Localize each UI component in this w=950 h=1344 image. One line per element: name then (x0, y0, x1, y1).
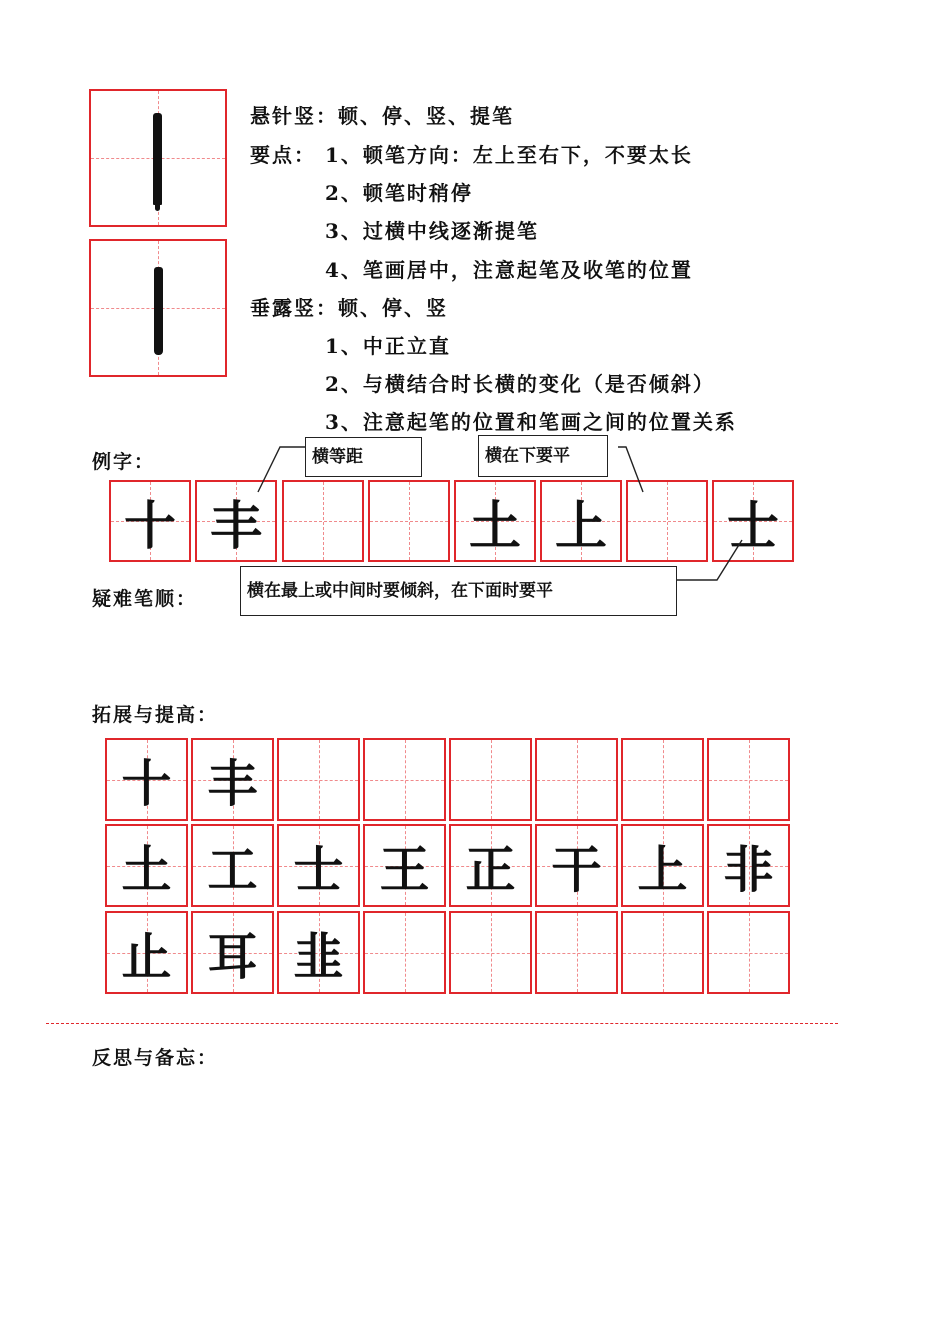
practice-cell-r1-c1-glyph: 十 (121, 753, 172, 813)
practice-cell-r1-c6 (535, 738, 618, 821)
practice-cell-r3-c1 (105, 911, 188, 994)
practice-cell-r1-c7 (621, 738, 704, 821)
practice-cell-r2-c2-glyph: 工 (207, 839, 258, 899)
practice-cell-r3-c7 (621, 911, 704, 994)
note-tilt-text: 横在最上或中间时要倾斜，在下面时要平 (247, 581, 553, 601)
chuilu-point-1: 1、中正立直 (325, 334, 451, 358)
dashed-divider (46, 1023, 838, 1024)
practice-cell-r2-c5 (449, 824, 532, 907)
practice-cell-r2-c7 (621, 824, 704, 907)
practice-cell-r1-c4 (363, 738, 446, 821)
practice-cell-r2-c4 (363, 824, 446, 907)
practice-cell-r1-c4-glyph (365, 740, 444, 819)
practice-cell-r2-c3 (277, 824, 360, 907)
practice-cell-r1-c5-glyph (451, 740, 530, 819)
practice-cell-r3-c3-glyph: 韭 (293, 926, 344, 986)
extension-label: 拓展与提高： (92, 704, 219, 726)
practice-cell-r1-c3-glyph (279, 740, 358, 819)
keypoints-label: 要点： (250, 143, 316, 167)
callout-line-bottom (618, 447, 643, 492)
example-cell-2-glyph: 丰 (209, 495, 262, 557)
practice-cell-r3-c3 (277, 911, 360, 994)
practice-cell-r1-c8-glyph (709, 740, 788, 819)
example-cell-6-glyph: 上 (554, 495, 607, 557)
chuilu-point-3: 3、注意起笔的位置和笔画之间的位置关系 (325, 410, 737, 434)
practice-cell-r3-c5 (449, 911, 532, 994)
practice-cell-r1-c8 (707, 738, 790, 821)
practice-cell-r2-c8 (707, 824, 790, 907)
practice-cell-r3-c2-glyph: 耳 (207, 926, 258, 986)
practice-cell-r2-c3-glyph: 士 (293, 839, 344, 899)
practice-cell-r3-c4-glyph (365, 913, 444, 992)
practice-cell-r2-c7-glyph: 上 (637, 839, 688, 899)
callout-line-tilt (677, 540, 742, 580)
practice-cell-r1-c2 (191, 738, 274, 821)
practice-cell-r3-c6-glyph (537, 913, 616, 992)
examples-label: 例字： (92, 451, 156, 473)
practice-cell-r2-c2 (191, 824, 274, 907)
practice-cell-r1-c5 (449, 738, 532, 821)
keypoint-3: 3、过横中线逐渐提笔 (325, 219, 539, 243)
practice-cell-r3-c8 (707, 911, 790, 994)
practice-cell-r3-c4 (363, 911, 446, 994)
callout-lines (0, 0, 950, 620)
practice-cell-r1-c1 (105, 738, 188, 821)
example-cell-1-glyph: 十 (123, 495, 176, 557)
practice-cell-r3-c1-glyph: 止 (121, 926, 172, 986)
example-cell-5-glyph: 土 (468, 495, 521, 557)
difficult-label: 疑难笔顺： (92, 588, 198, 610)
keypoint-2: 2、顿笔时稍停 (325, 181, 473, 205)
keypoint-4: 4、笔画居中，注意起笔及收笔的位置 (325, 258, 693, 282)
practice-cell-r2-c6-glyph: 干 (551, 839, 602, 899)
practice-cell-r2-c8-glyph: 非 (723, 839, 774, 899)
practice-cell-r2-c6 (535, 824, 618, 907)
example-cell-8-glyph: 士 (726, 495, 779, 557)
practice-cell-r3-c8-glyph (709, 913, 788, 992)
practice-cell-r2-c5-glyph: 正 (465, 839, 516, 899)
chuilu-title: 垂露竖：顿、停、竖 (250, 296, 448, 320)
keypoint-1: 1、顿笔方向：左上至右下，不要太长 (325, 143, 693, 167)
practice-cell-r2-c1 (105, 824, 188, 907)
practice-cell-r2-c1-glyph: 土 (121, 839, 172, 899)
practice-cell-r1-c3 (277, 738, 360, 821)
practice-cell-r1-c2-glyph: 丰 (207, 753, 258, 813)
practice-cell-r1-c7-glyph (623, 740, 702, 819)
xuanzhen-title: 悬针竖：顿、停、竖、提笔 (250, 104, 514, 128)
practice-cell-r3-c6 (535, 911, 618, 994)
practice-cell-r3-c5-glyph (451, 913, 530, 992)
practice-cell-r3-c7-glyph (623, 913, 702, 992)
practice-cell-r3-c2 (191, 911, 274, 994)
practice-cell-r2-c4-glyph: 王 (379, 839, 430, 899)
callout-line-equal (258, 447, 305, 492)
chuilu-point-2: 2、与横结合时长横的变化（是否倾斜） (325, 372, 715, 396)
note-bottom-flat-text: 横在下要平 (485, 446, 570, 466)
note-equal-spacing-text: 横等距 (312, 447, 363, 467)
practice-cell-r1-c6-glyph (537, 740, 616, 819)
reflection-label: 反思与备忘： (92, 1047, 219, 1069)
